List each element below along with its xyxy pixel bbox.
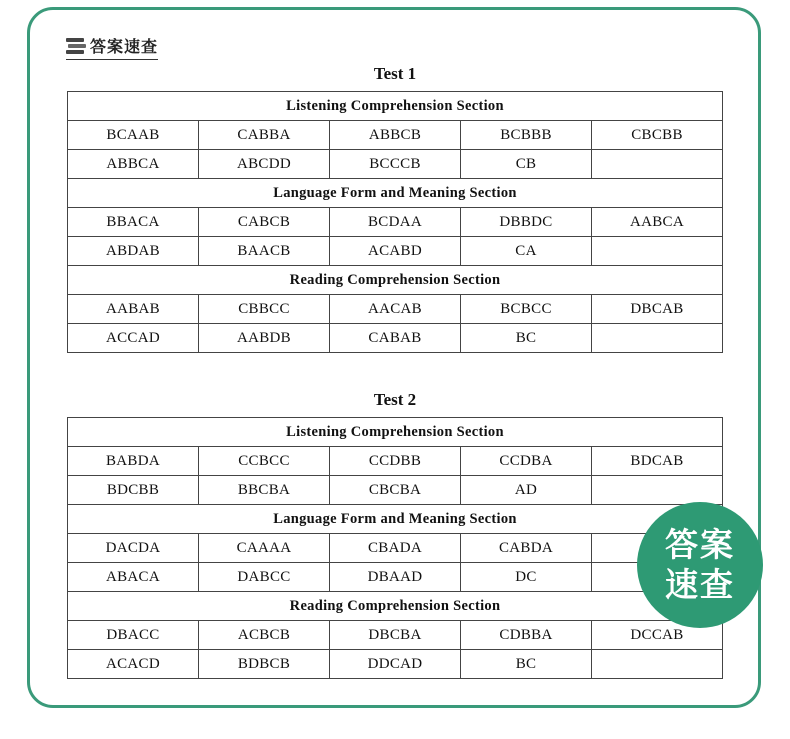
answer-cell: AABAB [68, 295, 199, 324]
table-row [68, 208, 723, 237]
answer-cell: BABDA [68, 447, 199, 476]
answer-cell [592, 650, 723, 679]
header-title: 答案速查 [90, 37, 159, 56]
answer-cell: DC [461, 563, 592, 592]
test-2-title: Test 2 [373, 390, 417, 409]
answer-cell: AD [461, 476, 592, 505]
section-title: Language Form and Meaning Section [68, 179, 723, 208]
section-title: Listening Comprehension Section [68, 418, 723, 447]
answer-cell [592, 150, 723, 179]
answer-cell: ACACD [68, 650, 199, 679]
answer-cell: CCDBB [330, 447, 461, 476]
answer-cell: ACBCB [199, 621, 330, 650]
answer-cell: DACDA [68, 534, 199, 563]
answer-cell: BBACA [68, 208, 199, 237]
answer-cell: DDCAD [330, 650, 461, 679]
answer-cell: CABCB [199, 208, 330, 237]
answer-cell: BCBBB [461, 121, 592, 150]
answer-cell: DBCAB [592, 295, 723, 324]
test-2-answer-table [67, 417, 723, 679]
answer-cell: BC [461, 324, 592, 353]
answer-cell: ABBCB [330, 121, 461, 150]
answer-cell: BCBCC [461, 295, 592, 324]
answer-cell: CCDBA [461, 447, 592, 476]
answer-cell: CAAAA [199, 534, 330, 563]
answer-cell: CBADA [330, 534, 461, 563]
table-row [68, 295, 723, 324]
answer-cell: BCDAA [330, 208, 461, 237]
badge-line-1: 答案 [665, 525, 735, 564]
answer-cell: AABCA [592, 208, 723, 237]
answer-cell: ABDAB [68, 237, 199, 266]
answer-quick-check-badge [637, 502, 763, 628]
table-row [68, 476, 723, 505]
answer-cell: CABBA [199, 121, 330, 150]
answer-cell: BCAAB [68, 121, 199, 150]
answer-cell: BC [461, 650, 592, 679]
section-title: Reading Comprehension Section [68, 592, 723, 621]
section-title: Language Form and Meaning Section [68, 505, 723, 534]
section-title: Listening Comprehension Section [68, 92, 723, 121]
table-row [68, 621, 723, 650]
answer-cell: CBCBB [592, 121, 723, 150]
test-1-title: Test 1 [373, 64, 417, 83]
table-row [68, 237, 723, 266]
answer-cell: DABCC [199, 563, 330, 592]
answer-cell: CCBCC [199, 447, 330, 476]
table-row [68, 324, 723, 353]
answer-cell: CDBBA [461, 621, 592, 650]
answer-cell: CBCBA [330, 476, 461, 505]
answer-cell [592, 237, 723, 266]
table-row [68, 121, 723, 150]
answer-cell: DCCAB [592, 621, 723, 650]
stacked-books-icon [66, 37, 86, 55]
answer-cell: AACAB [330, 295, 461, 324]
answer-cell: CA [461, 237, 592, 266]
table-row [68, 563, 723, 592]
answer-cell: BDCBB [68, 476, 199, 505]
answer-cell: BAACB [199, 237, 330, 266]
answer-cell: DBCBA [330, 621, 461, 650]
answer-cell: BDBCB [199, 650, 330, 679]
table-row [68, 447, 723, 476]
answer-cell: CB [461, 150, 592, 179]
answer-cell: CBBCC [199, 295, 330, 324]
answer-cell: BBCBA [199, 476, 330, 505]
answer-cell: BCCCB [330, 150, 461, 179]
test-1-answer-table [67, 91, 723, 353]
answer-cell [592, 324, 723, 353]
answer-cell: ABBCA [68, 150, 199, 179]
answer-cell: DBBDC [461, 208, 592, 237]
answer-cell: ABACA [68, 563, 199, 592]
badge-line-2: 速查 [665, 565, 735, 604]
answer-cell: DBACC [68, 621, 199, 650]
answer-cell: ACABD [330, 237, 461, 266]
answer-cell [592, 476, 723, 505]
section-title: Reading Comprehension Section [68, 266, 723, 295]
table-row [68, 150, 723, 179]
answer-cell: CABDA [461, 534, 592, 563]
section-header [66, 34, 158, 60]
table-row [68, 534, 723, 563]
answer-cell: ABCDD [199, 150, 330, 179]
answer-cell: DBAAD [330, 563, 461, 592]
answer-cell: CABAB [330, 324, 461, 353]
table-row [68, 650, 723, 679]
answer-cell: ACCAD [68, 324, 199, 353]
answer-cell: BDCAB [592, 447, 723, 476]
answer-cell: AABDB [199, 324, 330, 353]
